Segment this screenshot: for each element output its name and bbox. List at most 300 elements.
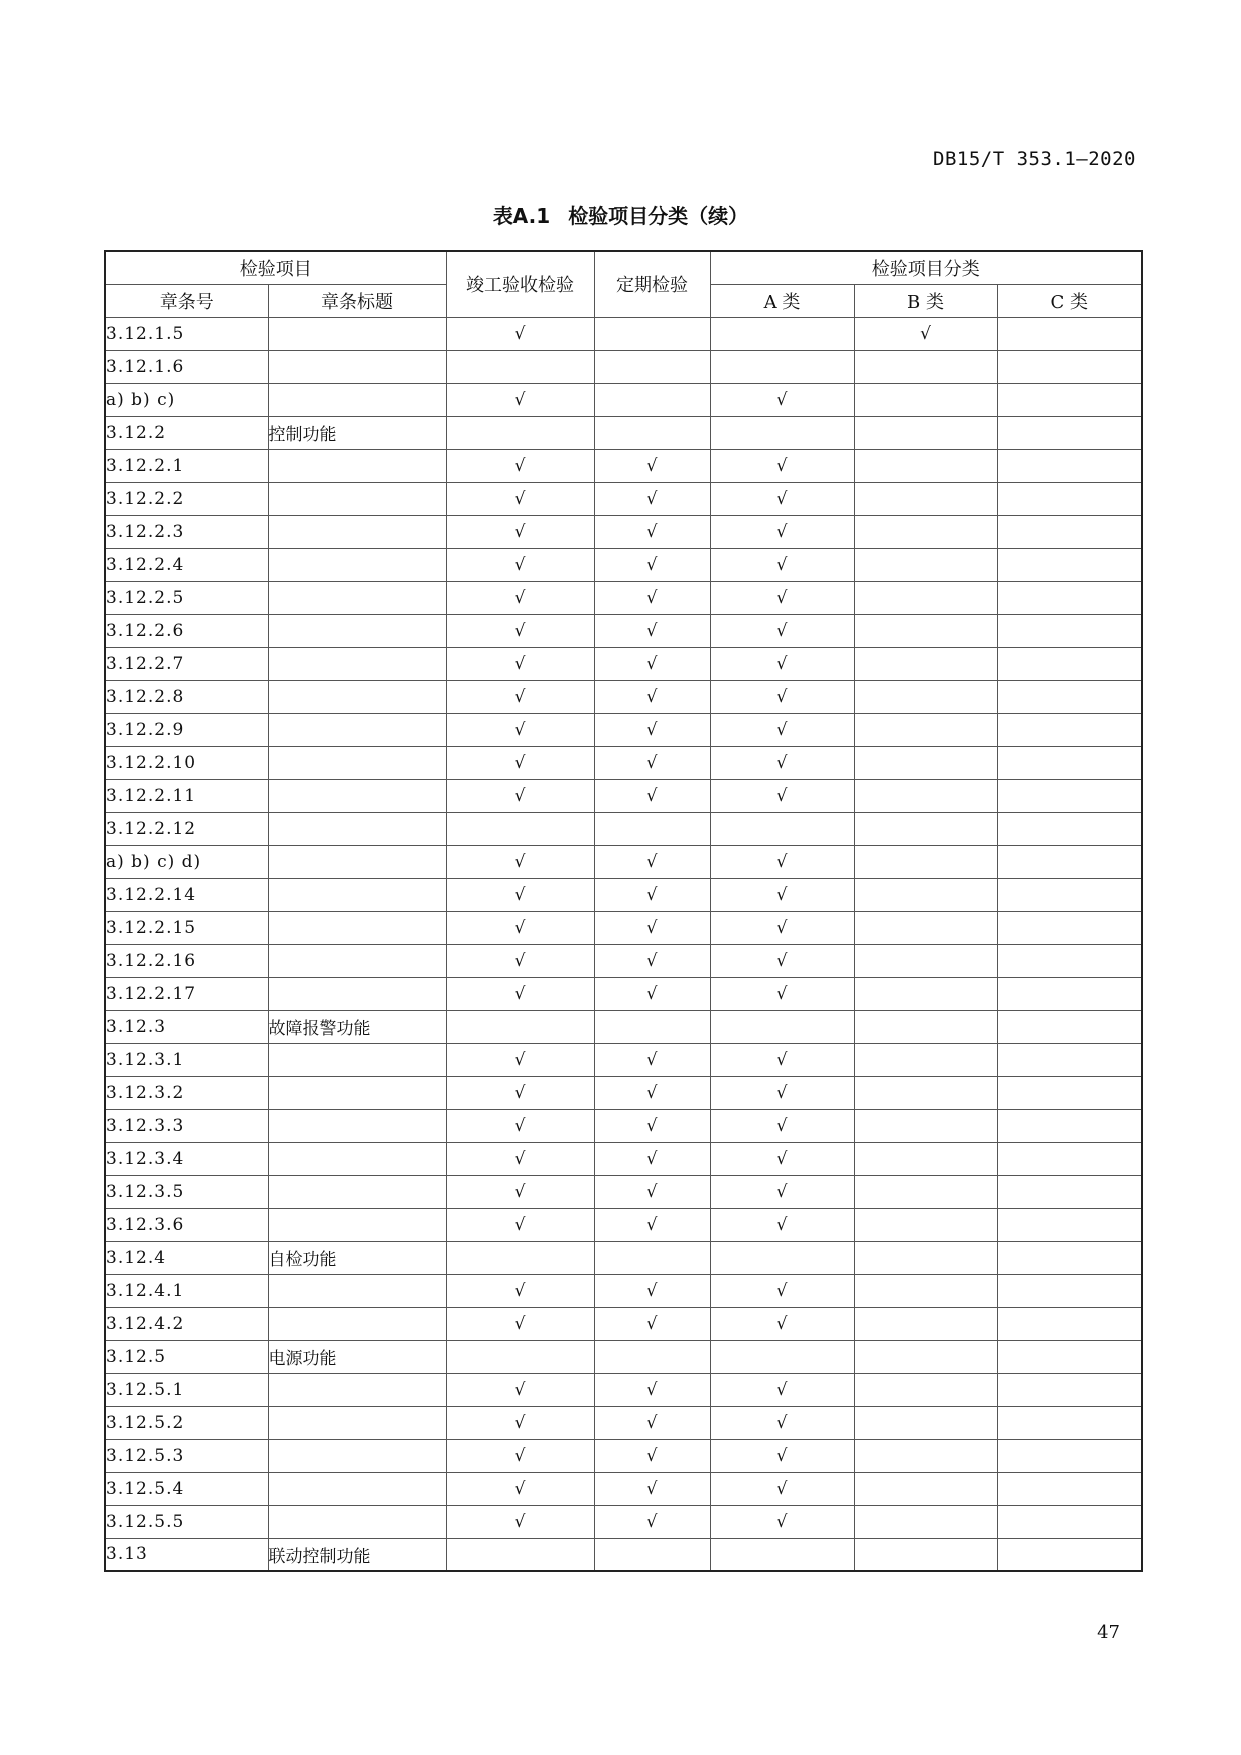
clause-title-cell — [268, 1307, 446, 1340]
table-row — [105, 1373, 1142, 1406]
class-b-cell — [854, 416, 997, 449]
clause-title-cell — [268, 614, 446, 647]
table-row — [105, 1109, 1142, 1142]
class-a-cell: √ — [710, 515, 854, 548]
class-c-cell — [997, 614, 1142, 647]
class-c-cell — [997, 878, 1142, 911]
table-row — [105, 1043, 1142, 1076]
periodic-check-cell: √ — [594, 1439, 710, 1472]
header-acceptance-inspection: 竣工验收检验 — [446, 251, 594, 317]
class-c-cell — [997, 1439, 1142, 1472]
class-c-cell — [997, 1241, 1142, 1274]
acceptance-check-cell: √ — [446, 1109, 594, 1142]
table-row — [105, 350, 1142, 383]
acceptance-check-cell: √ — [446, 878, 594, 911]
clause-number-cell: 3.12.5.1 — [105, 1373, 268, 1406]
periodic-check-cell: √ — [594, 515, 710, 548]
class-b-cell — [854, 548, 997, 581]
acceptance-check-cell: √ — [446, 779, 594, 812]
class-b-cell — [854, 647, 997, 680]
periodic-check-cell: √ — [594, 482, 710, 515]
table-row — [105, 1208, 1142, 1241]
table-row — [105, 746, 1142, 779]
class-b-cell — [854, 1472, 997, 1505]
acceptance-check-cell: √ — [446, 383, 594, 416]
clause-number-cell: 3.12.4.1 — [105, 1274, 268, 1307]
periodic-check-cell — [594, 383, 710, 416]
table-row — [105, 1142, 1142, 1175]
class-b-cell — [854, 911, 997, 944]
acceptance-check-cell: √ — [446, 1208, 594, 1241]
clause-title-cell: 自检功能 — [268, 1241, 446, 1274]
class-c-cell — [997, 1505, 1142, 1538]
class-c-cell — [997, 680, 1142, 713]
class-b-cell — [854, 1076, 997, 1109]
class-c-cell — [997, 1406, 1142, 1439]
acceptance-check-cell: √ — [446, 944, 594, 977]
class-c-cell — [997, 746, 1142, 779]
clause-number-cell: 3.12.4.2 — [105, 1307, 268, 1340]
class-c-cell — [997, 1208, 1142, 1241]
class-b-cell — [854, 614, 997, 647]
acceptance-check-cell: √ — [446, 911, 594, 944]
table-row — [105, 1406, 1142, 1439]
header-class-c: C 类 — [997, 284, 1142, 317]
acceptance-check-cell: √ — [446, 1406, 594, 1439]
class-a-cell: √ — [710, 1175, 854, 1208]
class-c-cell — [997, 647, 1142, 680]
class-a-cell — [710, 1241, 854, 1274]
clause-title-cell — [268, 1439, 446, 1472]
class-a-cell: √ — [710, 482, 854, 515]
class-b-cell — [854, 713, 997, 746]
table-row — [105, 1307, 1142, 1340]
class-a-cell: √ — [710, 1109, 854, 1142]
clause-title-cell — [268, 581, 446, 614]
clause-title-cell: 故障报警功能 — [268, 1010, 446, 1043]
clause-number-cell: 3.12.2.10 — [105, 746, 268, 779]
periodic-check-cell — [594, 317, 710, 350]
periodic-check-cell: √ — [594, 614, 710, 647]
acceptance-check-cell: √ — [446, 713, 594, 746]
class-a-cell — [710, 812, 854, 845]
class-c-cell — [997, 1307, 1142, 1340]
class-c-cell — [997, 416, 1142, 449]
class-a-cell — [710, 1538, 854, 1571]
periodic-check-cell — [594, 1241, 710, 1274]
acceptance-check-cell: √ — [446, 449, 594, 482]
table-row — [105, 581, 1142, 614]
clause-title-cell — [268, 1109, 446, 1142]
periodic-check-cell — [594, 1340, 710, 1373]
class-a-cell: √ — [710, 878, 854, 911]
clause-title-cell — [268, 1076, 446, 1109]
acceptance-check-cell: √ — [446, 1076, 594, 1109]
class-a-cell — [710, 1340, 854, 1373]
clause-number-cell: 3.12.2.16 — [105, 944, 268, 977]
acceptance-check-cell: √ — [446, 1043, 594, 1076]
class-c-cell — [997, 1142, 1142, 1175]
clause-title-cell — [268, 350, 446, 383]
periodic-check-cell — [594, 1538, 710, 1571]
clause-title-cell — [268, 647, 446, 680]
acceptance-check-cell: √ — [446, 482, 594, 515]
acceptance-check-cell: √ — [446, 581, 594, 614]
clause-number-cell: 3.12.3 — [105, 1010, 268, 1043]
class-b-cell — [854, 746, 997, 779]
class-c-cell — [997, 1472, 1142, 1505]
periodic-check-cell: √ — [594, 449, 710, 482]
class-b-cell: √ — [854, 317, 997, 350]
acceptance-check-cell: √ — [446, 1274, 594, 1307]
clause-number-cell: 3.12.1.6 — [105, 350, 268, 383]
clause-number-cell: 3.12.3.4 — [105, 1142, 268, 1175]
class-a-cell: √ — [710, 383, 854, 416]
acceptance-check-cell: √ — [446, 515, 594, 548]
table-row — [105, 812, 1142, 845]
header-class-b: B 类 — [854, 284, 997, 317]
class-a-cell: √ — [710, 1373, 854, 1406]
class-c-cell — [997, 383, 1142, 416]
class-c-cell — [997, 977, 1142, 1010]
class-a-cell — [710, 350, 854, 383]
class-b-cell — [854, 878, 997, 911]
periodic-check-cell: √ — [594, 1142, 710, 1175]
clause-number-cell: 3.12.5.3 — [105, 1439, 268, 1472]
class-c-cell — [997, 1043, 1142, 1076]
acceptance-check-cell: √ — [446, 317, 594, 350]
class-a-cell: √ — [710, 1208, 854, 1241]
class-b-cell — [854, 812, 997, 845]
clause-title-cell — [268, 1406, 446, 1439]
clause-number-cell: 3.12.2.3 — [105, 515, 268, 548]
clause-number-cell: 3.12.2.12 — [105, 812, 268, 845]
clause-title-cell — [268, 680, 446, 713]
class-c-cell — [997, 845, 1142, 878]
table-caption: 检验项目分类（续） — [568, 204, 749, 228]
acceptance-check-cell: √ — [446, 1373, 594, 1406]
table-row — [105, 1505, 1142, 1538]
clause-number-cell: 3.12.2.9 — [105, 713, 268, 746]
clause-number-cell: 3.12.2.17 — [105, 977, 268, 1010]
document-code: DB15/T 353.1—2020 — [933, 148, 1136, 170]
periodic-check-cell — [594, 1010, 710, 1043]
clause-number-cell: 3.12.5.4 — [105, 1472, 268, 1505]
acceptance-check-cell — [446, 416, 594, 449]
class-c-cell — [997, 1076, 1142, 1109]
clause-number-cell: 3.12.2.7 — [105, 647, 268, 680]
header-classification: 检验项目分类 — [710, 251, 1142, 284]
page-number: 47 — [1097, 1622, 1120, 1643]
header-clause-number: 章条号 — [105, 284, 268, 317]
class-b-cell — [854, 1505, 997, 1538]
table-row — [105, 1076, 1142, 1109]
acceptance-check-cell — [446, 812, 594, 845]
acceptance-check-cell — [446, 1538, 594, 1571]
periodic-check-cell: √ — [594, 1472, 710, 1505]
class-b-cell — [854, 383, 997, 416]
clause-title-cell — [268, 317, 446, 350]
clause-number-cell: 3.12.3.5 — [105, 1175, 268, 1208]
periodic-check-cell: √ — [594, 977, 710, 1010]
class-b-cell — [854, 1406, 997, 1439]
class-a-cell: √ — [710, 779, 854, 812]
header-clause-title: 章条标题 — [268, 284, 446, 317]
class-b-cell — [854, 944, 997, 977]
clause-number-cell: 3.12.2.8 — [105, 680, 268, 713]
table-label: 表A.1 — [492, 204, 551, 228]
acceptance-check-cell: √ — [446, 1505, 594, 1538]
periodic-check-cell: √ — [594, 1175, 710, 1208]
class-b-cell — [854, 515, 997, 548]
table-row — [105, 548, 1142, 581]
clause-title-cell — [268, 1175, 446, 1208]
periodic-check-cell: √ — [594, 911, 710, 944]
clause-title-cell — [268, 812, 446, 845]
periodic-check-cell: √ — [594, 548, 710, 581]
acceptance-check-cell: √ — [446, 614, 594, 647]
class-a-cell: √ — [710, 614, 854, 647]
table-row — [105, 845, 1142, 878]
class-b-cell — [854, 1274, 997, 1307]
class-b-cell — [854, 779, 997, 812]
periodic-check-cell: √ — [594, 1208, 710, 1241]
table-title — [0, 200, 1241, 229]
periodic-check-cell: √ — [594, 1274, 710, 1307]
table-row — [105, 1241, 1142, 1274]
class-c-cell — [997, 713, 1142, 746]
clause-number-cell: 3.12.5.5 — [105, 1505, 268, 1538]
class-b-cell — [854, 845, 997, 878]
clause-title-cell — [268, 482, 446, 515]
class-b-cell — [854, 449, 997, 482]
inspection-classification-table — [104, 250, 1143, 1572]
class-a-cell: √ — [710, 713, 854, 746]
clause-number-cell: 3.12.3.2 — [105, 1076, 268, 1109]
class-a-cell: √ — [710, 680, 854, 713]
clause-title-cell: 控制功能 — [268, 416, 446, 449]
clause-number-cell: 3.12.2.5 — [105, 581, 268, 614]
class-a-cell: √ — [710, 1307, 854, 1340]
clause-title-cell — [268, 1208, 446, 1241]
class-c-cell — [997, 581, 1142, 614]
periodic-check-cell: √ — [594, 1109, 710, 1142]
periodic-check-cell: √ — [594, 878, 710, 911]
class-b-cell — [854, 1241, 997, 1274]
class-b-cell — [854, 1010, 997, 1043]
periodic-check-cell: √ — [594, 746, 710, 779]
table-row — [105, 878, 1142, 911]
class-c-cell — [997, 449, 1142, 482]
class-b-cell — [854, 1373, 997, 1406]
class-c-cell — [997, 1109, 1142, 1142]
clause-number-cell: a) b) c) — [105, 383, 268, 416]
clause-title-cell — [268, 1373, 446, 1406]
clause-number-cell: 3.12.2.11 — [105, 779, 268, 812]
class-c-cell — [997, 1274, 1142, 1307]
table-row — [105, 713, 1142, 746]
clause-number-cell: 3.12.2.4 — [105, 548, 268, 581]
clause-title-cell — [268, 449, 446, 482]
class-a-cell: √ — [710, 1439, 854, 1472]
class-a-cell: √ — [710, 1406, 854, 1439]
header-periodic-inspection: 定期检验 — [594, 251, 710, 317]
class-b-cell — [854, 1340, 997, 1373]
acceptance-check-cell: √ — [446, 845, 594, 878]
acceptance-check-cell — [446, 1340, 594, 1373]
class-c-cell — [997, 317, 1142, 350]
class-c-cell — [997, 482, 1142, 515]
clause-title-cell: 联动控制功能 — [268, 1538, 446, 1571]
class-b-cell — [854, 1439, 997, 1472]
clause-title-cell — [268, 713, 446, 746]
acceptance-check-cell: √ — [446, 680, 594, 713]
clause-number-cell: 3.12.2.2 — [105, 482, 268, 515]
acceptance-check-cell: √ — [446, 1175, 594, 1208]
class-a-cell: √ — [710, 1274, 854, 1307]
clause-title-cell — [268, 746, 446, 779]
table-row — [105, 1472, 1142, 1505]
class-c-cell — [997, 515, 1142, 548]
clause-number-cell: a) b) c) d) — [105, 845, 268, 878]
table-row — [105, 911, 1142, 944]
class-a-cell: √ — [710, 548, 854, 581]
class-a-cell: √ — [710, 581, 854, 614]
header-class-a: A 类 — [710, 284, 854, 317]
class-b-cell — [854, 1109, 997, 1142]
clause-number-cell: 3.12.2.15 — [105, 911, 268, 944]
clause-title-cell — [268, 977, 446, 1010]
class-b-cell — [854, 1142, 997, 1175]
clause-number-cell: 3.12.5 — [105, 1340, 268, 1373]
class-a-cell: √ — [710, 1142, 854, 1175]
table-row — [105, 515, 1142, 548]
acceptance-check-cell: √ — [446, 1142, 594, 1175]
periodic-check-cell — [594, 416, 710, 449]
periodic-check-cell: √ — [594, 1307, 710, 1340]
acceptance-check-cell — [446, 1241, 594, 1274]
clause-title-cell — [268, 515, 446, 548]
clause-number-cell: 3.12.2.1 — [105, 449, 268, 482]
acceptance-check-cell: √ — [446, 977, 594, 1010]
clause-title-cell — [268, 1142, 446, 1175]
class-b-cell — [854, 977, 997, 1010]
class-c-cell — [997, 1340, 1142, 1373]
class-b-cell — [854, 581, 997, 614]
class-b-cell — [854, 482, 997, 515]
periodic-check-cell: √ — [594, 779, 710, 812]
acceptance-check-cell: √ — [446, 548, 594, 581]
clause-number-cell: 3.12.2.6 — [105, 614, 268, 647]
class-c-cell — [997, 350, 1142, 383]
acceptance-check-cell: √ — [446, 1472, 594, 1505]
class-c-cell — [997, 1175, 1142, 1208]
clause-title-cell — [268, 878, 446, 911]
clause-title-cell — [268, 383, 446, 416]
periodic-check-cell: √ — [594, 1076, 710, 1109]
periodic-check-cell — [594, 350, 710, 383]
clause-number-cell: 3.12.2 — [105, 416, 268, 449]
clause-title-cell — [268, 911, 446, 944]
class-a-cell — [710, 1010, 854, 1043]
clause-title-cell — [268, 1043, 446, 1076]
class-a-cell — [710, 317, 854, 350]
class-b-cell — [854, 1538, 997, 1571]
clause-title-cell — [268, 1505, 446, 1538]
class-c-cell — [997, 944, 1142, 977]
periodic-check-cell: √ — [594, 1406, 710, 1439]
clause-title-cell — [268, 845, 446, 878]
table-body — [105, 317, 1142, 1571]
class-c-cell — [997, 911, 1142, 944]
class-c-cell — [997, 1373, 1142, 1406]
class-b-cell — [854, 350, 997, 383]
table-row — [105, 482, 1142, 515]
class-a-cell: √ — [710, 944, 854, 977]
acceptance-check-cell — [446, 350, 594, 383]
class-a-cell: √ — [710, 1043, 854, 1076]
table-row — [105, 1340, 1142, 1373]
class-a-cell: √ — [710, 911, 854, 944]
table-row — [105, 680, 1142, 713]
table-row — [105, 779, 1142, 812]
periodic-check-cell: √ — [594, 680, 710, 713]
periodic-check-cell: √ — [594, 581, 710, 614]
periodic-check-cell: √ — [594, 647, 710, 680]
periodic-check-cell: √ — [594, 1043, 710, 1076]
class-c-cell — [997, 779, 1142, 812]
clause-title-cell — [268, 548, 446, 581]
class-b-cell — [854, 1208, 997, 1241]
table-row — [105, 1274, 1142, 1307]
class-c-cell — [997, 1538, 1142, 1571]
class-a-cell: √ — [710, 845, 854, 878]
table-row — [105, 1175, 1142, 1208]
acceptance-check-cell: √ — [446, 1307, 594, 1340]
header-inspection-item: 检验项目 — [105, 251, 446, 284]
clause-number-cell: 3.13 — [105, 1538, 268, 1571]
clause-number-cell: 3.12.3.1 — [105, 1043, 268, 1076]
periodic-check-cell: √ — [594, 944, 710, 977]
class-a-cell: √ — [710, 977, 854, 1010]
table-row — [105, 1538, 1142, 1571]
class-a-cell: √ — [710, 647, 854, 680]
periodic-check-cell: √ — [594, 1373, 710, 1406]
clause-number-cell: 3.12.4 — [105, 1241, 268, 1274]
table-row — [105, 614, 1142, 647]
table-row — [105, 977, 1142, 1010]
class-c-cell — [997, 548, 1142, 581]
table-row — [105, 383, 1142, 416]
class-a-cell: √ — [710, 1076, 854, 1109]
table-row — [105, 317, 1142, 350]
table-row — [105, 944, 1142, 977]
clause-number-cell: 3.12.3.6 — [105, 1208, 268, 1241]
acceptance-check-cell: √ — [446, 647, 594, 680]
class-b-cell — [854, 1307, 997, 1340]
class-a-cell — [710, 416, 854, 449]
periodic-check-cell — [594, 812, 710, 845]
class-b-cell — [854, 1175, 997, 1208]
clause-number-cell: 3.12.5.2 — [105, 1406, 268, 1439]
class-b-cell — [854, 680, 997, 713]
acceptance-check-cell: √ — [446, 1439, 594, 1472]
periodic-check-cell: √ — [594, 845, 710, 878]
acceptance-check-cell: √ — [446, 746, 594, 779]
class-a-cell: √ — [710, 746, 854, 779]
clause-number-cell: 3.12.1.5 — [105, 317, 268, 350]
table-row — [105, 416, 1142, 449]
